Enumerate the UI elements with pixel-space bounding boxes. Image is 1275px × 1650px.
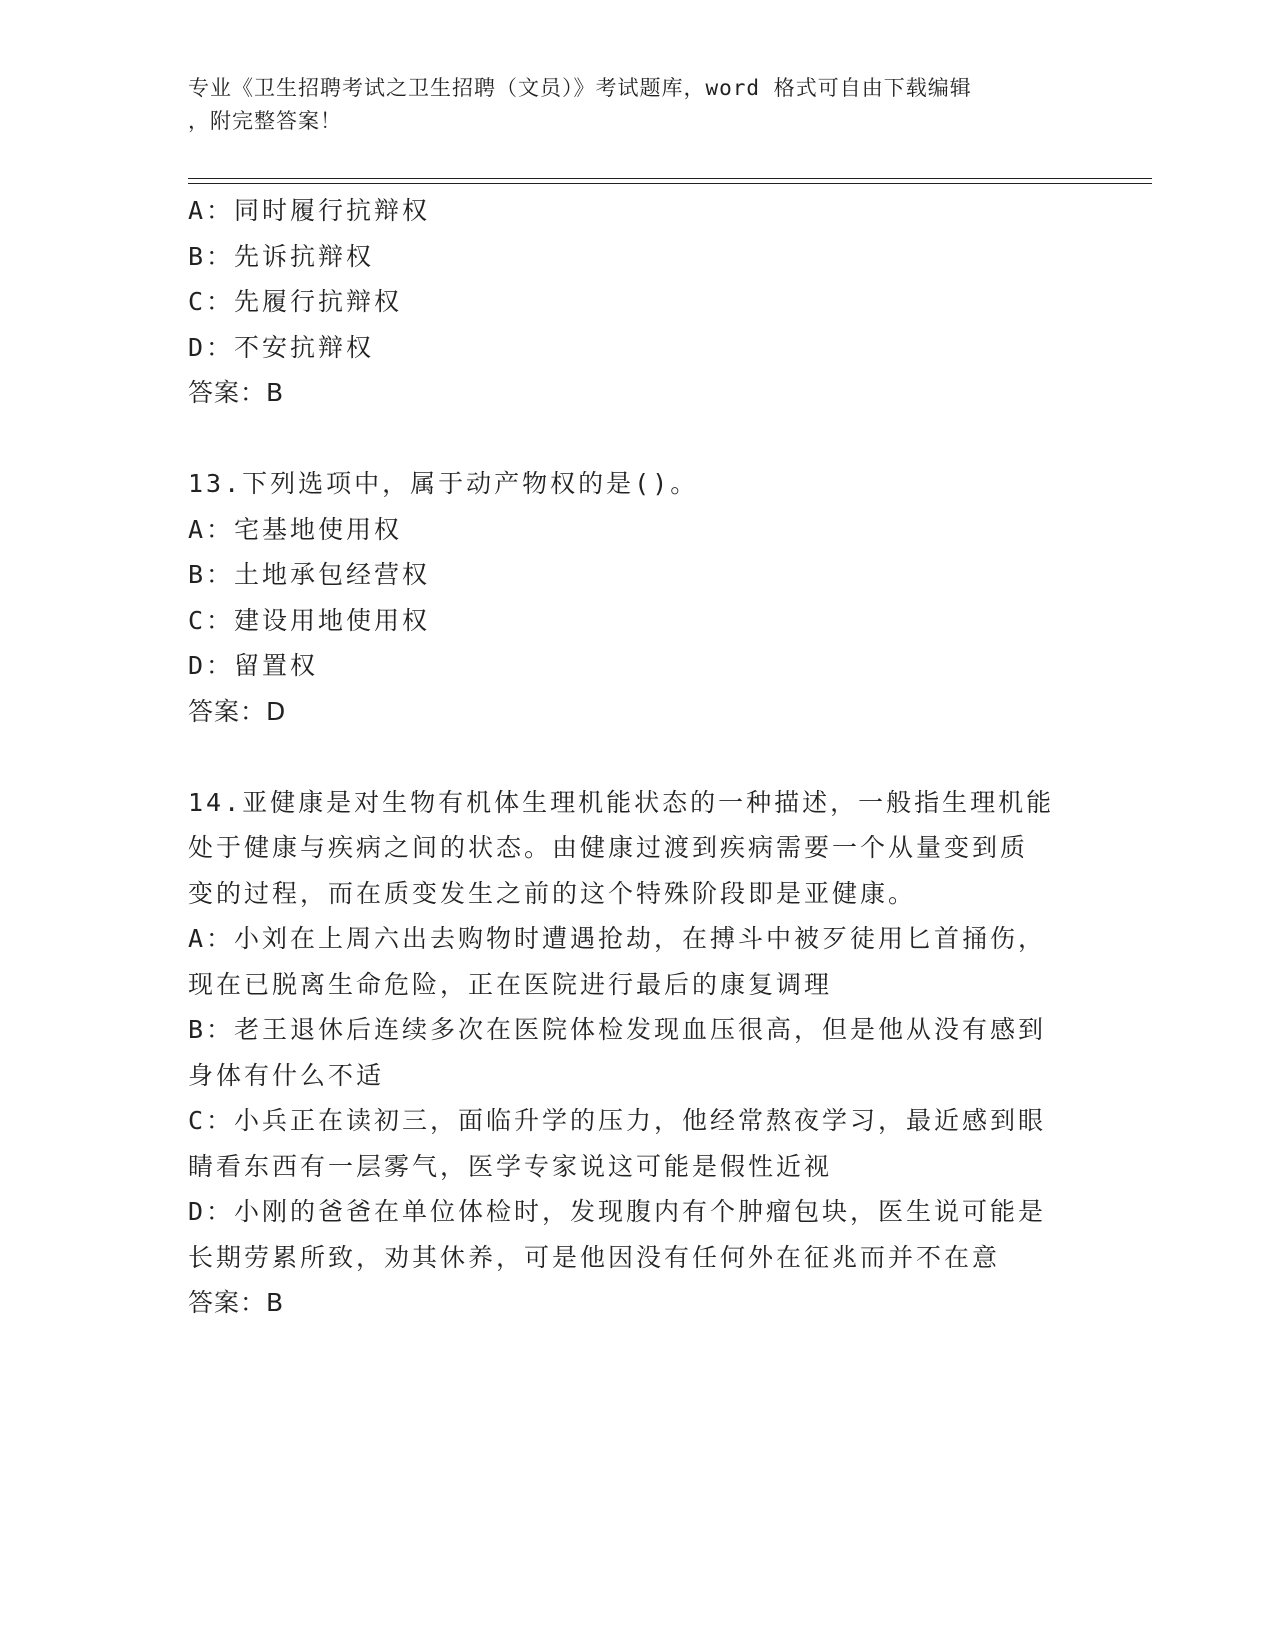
q12-answer: 答案：B (188, 378, 285, 407)
q13-option-c: C：建设用地使用权 (188, 605, 431, 635)
q14-stem-line-2: 处于健康与疾病之间的状态。由健康过渡到疾病需要一个从量变到质 (188, 833, 1029, 862)
q14-stem-line-1: 14.亚健康是对生物有机体生理机能状态的一种描述，一般指生理机能 (188, 787, 1055, 817)
q14-option-d-line-2: 长期劳累所致，劝其休养，可是他因没有任何外在征兆而并不在意 (188, 1242, 1001, 1272)
header-title-line-1: 专业《卫生招聘考试之卫生招聘（文员）》考试题库，word 格式可自由下载编辑 (188, 76, 972, 100)
question-list (188, 188, 1078, 1326)
header-divider-top (188, 178, 1152, 179)
spacer (188, 734, 1078, 780)
q13-stem: 13.下列选项中，属于动产物权的是()。 (188, 469, 699, 498)
q13-answer: 答案：D (188, 696, 287, 726)
q13-option-d: D：留置权 (188, 651, 319, 680)
q14-option-b-line-1: B：老王退休后连续多次在医院体检发现血压很高，但是他从没有感到 (188, 1015, 1047, 1044)
q14-option-a-line-2: 现在已脱离生命危险，正在医院进行最后的康复调理 (188, 969, 833, 999)
question-12 (188, 188, 1078, 416)
q14-option-c-line-1: C：小兵正在读初三，面临升学的压力，他经常熬夜学习，最近感到眼 (188, 1106, 1047, 1135)
q14-option-b-line-2: 身体有什么不适 (188, 1060, 385, 1090)
spacer (188, 416, 1078, 462)
q14-stem-line-3: 变的过程，而在质变发生之前的这个特殊阶段即是亚健康。 (188, 878, 917, 908)
q12-option-a: A：同时履行抗辩权 (188, 196, 431, 225)
q12-option-b: B：先诉抗辩权 (188, 241, 375, 271)
question-13 (188, 461, 1078, 734)
q14-option-c-line-2: 睛看东西有一层雾气，医学专家说这可能是假性近视 (188, 1151, 833, 1181)
header-title-line-2: ，附完整答案！ (188, 109, 342, 133)
q12-option-c: C：先履行抗辩权 (188, 287, 403, 316)
q14-option-d-line-1: D：小刚的爸爸在单位体检时，发现腹内有个肿瘤包块，医生说可能是 (188, 1197, 1047, 1226)
q13-option-a: A：宅基地使用权 (188, 514, 403, 544)
q14-answer: 答案：B (188, 1288, 285, 1317)
document-header (188, 72, 1068, 138)
header-divider-bottom (188, 183, 1152, 184)
q12-option-d: D：不安抗辩权 (188, 332, 375, 362)
q13-option-b: B：土地承包经营权 (188, 560, 431, 589)
q14-option-a-line-1: A：小刘在上周六出去购物时遭遇抢劫，在搏斗中被歹徒用匕首捅伤， (188, 924, 1047, 953)
question-14 (188, 780, 1078, 1326)
